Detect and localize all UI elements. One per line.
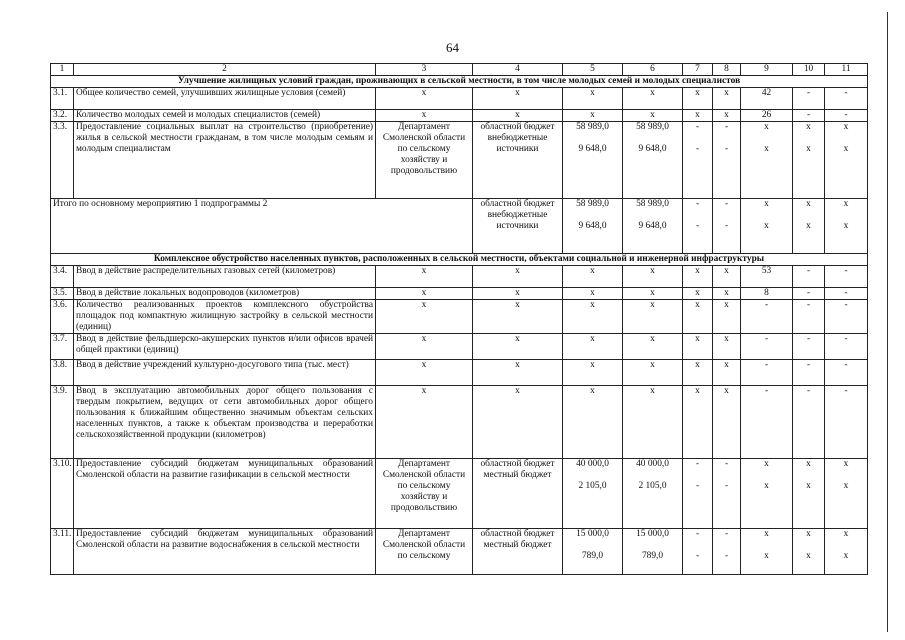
header-row — [51, 64, 868, 76]
total-row: Итого по основному мероприятию 1 подпрограммы 2 областной бюджет внебюджетные источники 58 989,0 9 648,0 58 989,0 9 648,0 - - - - х х х х х х — [51, 199, 868, 254]
section-row — [51, 76, 868, 88]
program-table — [50, 63, 868, 575]
section-title: Комплексное обустройство населенных пунктов, расположенных в сельской местности, объектами социальной и инженерной инфраструктуры — [51, 254, 868, 266]
row-number: 3.9. — [51, 386, 74, 459]
row-number: 3.7. — [51, 334, 74, 360]
row-number: 3.3. — [51, 122, 74, 199]
section-row — [51, 254, 868, 266]
table-row: 3.11. Предоставление субсидий бюджетам муниципальных образований Смоленской области на развитие водоснабжения в сельской местности Департамент Смоленской области по сельскому областной бюджет местный бюджет 15 000,0 789,0 15 000,0 789,0 - - - - х х х х х х — [51, 529, 868, 575]
row-title: Предоставление социальных выплат на строительство (приобретение) жилья в сельской местности гражданам, в том числе молодым семьям и молодым специалистам — [74, 122, 376, 199]
table-row: 3.7. Ввод в действие фельдшерско-акушерских пунктов и/или офисов врачей общей практики (единиц) х х х х х х - - - — [51, 334, 868, 360]
col-header: 10 — [793, 64, 825, 76]
row-number: 3.6. — [51, 300, 74, 334]
col-header: 11 — [825, 64, 868, 76]
row-title: Количество молодых семей и молодых специалистов (семей) — [74, 110, 376, 122]
table-row: 3.1. Общее количество семей, улучшивших жилищные условия (семей) х х х х х х 42 - - — [51, 88, 868, 110]
row-number: 3.5. — [51, 288, 74, 300]
total-label: Итого по основному мероприятию 1 подпрограммы 2 — [51, 199, 473, 254]
table-row: 3.4. Ввод в действие распределительных газовых сетей (километров) х х х х х х 53 - - — [51, 266, 868, 288]
col-header: 5 — [563, 64, 623, 76]
row-number: 3.8. — [51, 360, 74, 386]
row-title: Ввод в действие фельдшерско-акушерских пунктов и/или офисов врачей общей практики (единиц) — [74, 334, 376, 360]
row-title: Ввод в действие распределительных газовых сетей (километров) — [74, 266, 376, 288]
row-number: 3.10. — [51, 459, 74, 529]
row-number: 3.1. — [51, 88, 74, 110]
col-header: 8 — [713, 64, 741, 76]
col-header: 2 — [74, 64, 376, 76]
row-number: 3.2. — [51, 110, 74, 122]
page-margin-line — [887, 12, 888, 632]
executor: Департамент Смоленской области по сельскому хозяйству и продовольствию — [376, 459, 473, 529]
col-header: 6 — [623, 64, 683, 76]
page-number: 64 — [446, 40, 459, 55]
col-header: 9 — [741, 64, 793, 76]
col-header: 3 — [376, 64, 473, 76]
table-row: 3.6. Количество реализованных проектов комплексного обустройства площадок под компактную жилищную застройку в сельской местности (единиц) х х х х х х - - - — [51, 300, 868, 334]
col-header: 1 — [51, 64, 74, 76]
executor: Департамент Смоленской области по сельскому хозяйству и продовольствию — [376, 122, 473, 199]
executor: Департамент Смоленской области по сельскому — [376, 529, 473, 575]
row-title: Предоставление субсидий бюджетам муниципальных образований Смоленской области на развитие водоснабжения в сельской местности — [74, 529, 376, 575]
row-title: Предоставление субсидий бюджетам муниципальных образований Смоленской области на развитие газификации в сельской местности — [74, 459, 376, 529]
row-title: Общее количество семей, улучшивших жилищные условия (семей) — [74, 88, 376, 110]
row-title: Ввод в действие локальных водопроводов (километров) — [74, 288, 376, 300]
col-header: 7 — [683, 64, 713, 76]
table-row: 3.10. Предоставление субсидий бюджетам муниципальных образований Смоленской области на развитие газификации в сельской местности Департамент Смоленской области по сельскому хозяйству и продовольствию областной бюджет местный бюджет 40 000,0 2 105,0 40 000,0 2 105,0 - - - - х х х х х х — [51, 459, 868, 529]
row-number: 3.4. — [51, 266, 74, 288]
row-number: 3.11. — [51, 529, 74, 575]
col-header: 4 — [473, 64, 563, 76]
table-row: 3.3. Предоставление социальных выплат на строительство (приобретение) жилья в сельской местности гражданам, в том числе молодым семьям и молодым специалистам Департамент Смоленской области по сельскому хозяйству и продовольствию областной бюджет внебюджетные источники 58 989,0 9 648,0 58 989,0 9 648,0 - - - - х х х х х х — [51, 122, 868, 199]
row-title: Ввод в эксплуатацию автомобильных дорог общего пользования с твердым покрытием, ведущих от сети автомобильных дорог общего пользования к ближайшим общественно значимым объектам сельских населенных пунктов, а также к объектам производства и переработки сельскохозяйственной продукции (километров) — [74, 386, 376, 459]
table-row: 3.2. Количество молодых семей и молодых специалистов (семей) х х х х х х 26 - - — [51, 110, 868, 122]
table-row: 3.9. Ввод в эксплуатацию автомобильных дорог общего пользования с твердым покрытием, ведущих от сети автомобильных дорог общего пользования к ближайшим общественно значимым объектам сельских населенных пунктов, а также к объектам производства и переработки сельскохозяйственной продукции (километров) х х х х х х - - - — [51, 386, 868, 459]
table-row: 3.5. Ввод в действие локальных водопроводов (километров) х х х х х х 8 - - — [51, 288, 868, 300]
row-title: Количество реализованных проектов комплексного обустройства площадок под компактную жилищную застройку в сельской местности (единиц) — [74, 300, 376, 334]
row-title: Ввод в действие учреждений культурно-досугового типа (тыс. мест) — [74, 360, 376, 386]
section-title: Улучшение жилищных условий граждан, проживающих в сельской местности, в том числе молодых семей и молодых специалистов — [51, 76, 868, 88]
table-row: 3.8. Ввод в действие учреждений культурно-досугового типа (тыс. мест) х х х х х х - - - — [51, 360, 868, 386]
